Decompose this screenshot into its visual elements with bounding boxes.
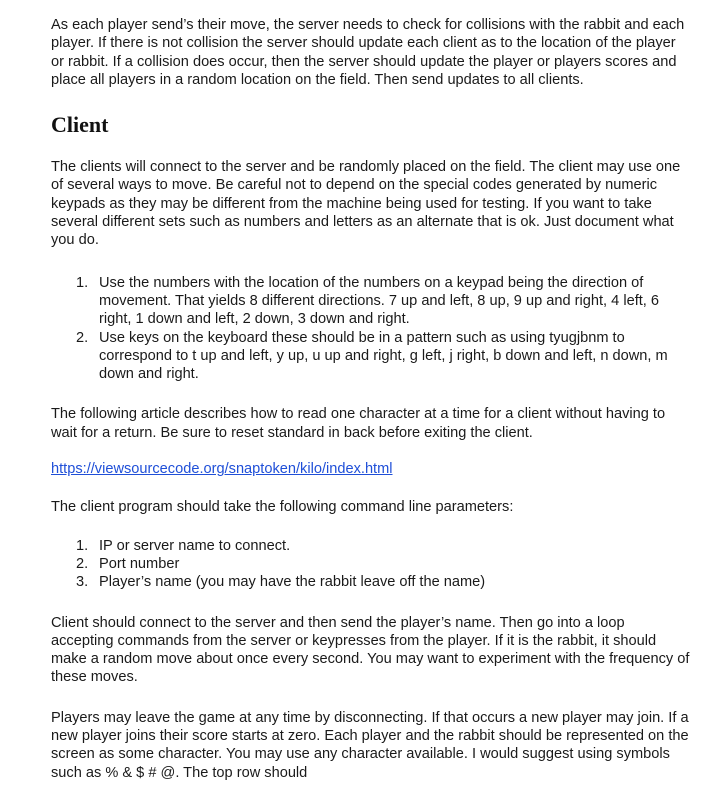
list-item-text: Use keys on the keyboard these should be in a pattern such as using tyugjbnm to correspond to t up and left, y up, u up and right, g left, j right, b down and left, n down, m down and right. [99, 329, 668, 383]
list-item [51, 555, 691, 573]
list-item-number: 2. [76, 329, 89, 346]
movement-options-list [51, 274, 691, 384]
list-item-text: IP or server name to connect. [99, 537, 291, 554]
command-line-params-list [51, 537, 691, 592]
section-heading-client: Client [51, 112, 109, 138]
list-item-number: 1. [76, 274, 89, 291]
list-item-text: Port number [99, 555, 180, 572]
list-item-text: Player’s name (you may have the rabbit leave off the name) [99, 574, 486, 591]
list-item [51, 274, 691, 329]
list-item [51, 573, 691, 591]
article-link-line [51, 460, 691, 478]
connect-paragraph: Client should connect to the server and then send the player’s name. Then go into a loop accepting commands from the server or keypresses from the player. If it is the rabbit, it should make a random move about once every second. You may want to experiment with the frequency of these moves. [51, 614, 690, 686]
list-item [51, 329, 691, 384]
article-link[interactable]: https://viewsourcecode.org/snaptoken/kilo/index.html [51, 461, 393, 478]
leave-game-paragraph: Players may leave the game at any time by disconnecting. If that occurs a new player may join. If a new player joins their score starts at zero. Each player and the rabbit should be represented on the screen as some character. You may use any character available. I would suggest using symbols such as % & $ # @. The top row should [51, 709, 689, 781]
list-item-number: 2. [76, 555, 89, 572]
list-item [51, 537, 691, 555]
list-item-text: Use the numbers with the location of the numbers on a keypad being the direction of movement. That yields 8 different directions. 7 up and left, 8 up, 9 up and right, 4 left, 6 right, 1 down and left, 2 down, 3 down and right. [99, 274, 660, 328]
list-item-number: 3. [76, 574, 89, 591]
server-collision-paragraph: As each player send’s their move, the server needs to check for collisions with the rabbit and each player. If there is not collision the server should update each client as to the location of the player or rabbit. If a collision does occur, then the server should update the player or players scores and place all players in a random location on the field. Then send updates to all clients. [51, 17, 685, 88]
list-item-number: 1. [76, 537, 89, 554]
client-intro-paragraph: The clients will connect to the server and be randomly placed on the field. The client may use one of several ways to move. Be careful not to depend on the special codes generated by numeric keypads as they may be different from the machine being used for testing. If you want to take several different sets such as numbers and letters as an alternate that is ok. Just document what you do. [51, 159, 681, 249]
params-intro-paragraph: The client program should take the following command line parameters: [51, 499, 514, 516]
article-paragraph: The following article describes how to read one character at a time for a client without having to wait for a return. Be sure to reset standard in back before exiting the client. [51, 406, 666, 441]
document-page [51, 16, 691, 782]
